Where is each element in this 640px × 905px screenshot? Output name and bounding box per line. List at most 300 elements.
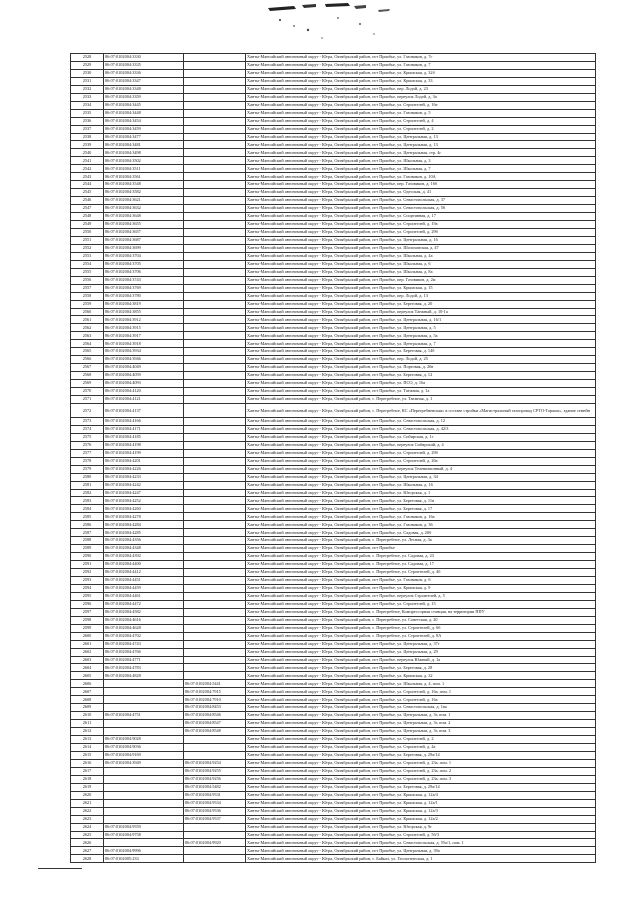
row-number-cell: 2582 xyxy=(71,489,104,497)
row-number-cell: 2556 xyxy=(71,276,104,284)
address-cell: Ханты-Мансийский автономный округ - Югра, Октябрьский район, пгт Приобье, ул. Береговая, д. 29а/14 xyxy=(246,751,596,759)
cadastral-number-cell: 86:07:0102004:4137 xyxy=(104,403,184,417)
cadastral-number-cell: 86:07:0102004:4766 xyxy=(104,648,184,656)
room-cadastral-number-cell xyxy=(184,380,246,388)
room-cadastral-number-cell xyxy=(184,505,246,513)
room-cadastral-number-cell xyxy=(184,348,246,356)
cadastral-number-cell: 86:07:0102004:4260 xyxy=(104,505,184,513)
table-row xyxy=(71,815,596,823)
address-cell: Ханты-Мансийский автономный округ - Югра, Октябрьский район, пгт Приобье, ул. Строителей, д. 4 xyxy=(246,117,596,125)
cadastral-number-cell: 86:07:0102004:4751 xyxy=(104,712,184,720)
row-number-cell: 2566 xyxy=(71,356,104,364)
address-cell: Ханты-Мансийский автономный округ - Югра, Октябрьский район, пгт Приобье, ул. Спортивная, д. 17 xyxy=(246,213,596,221)
row-number-cell: 2529 xyxy=(71,61,104,69)
table-row xyxy=(71,616,596,624)
cadastral-number-cell: 86:07:0102004:4400 xyxy=(104,561,184,569)
room-cadastral-number-cell xyxy=(184,600,246,608)
cadastral-number-cell: 86:07:0102004:4461 xyxy=(104,592,184,600)
table-row xyxy=(71,529,596,537)
room-cadastral-number-cell xyxy=(184,364,246,372)
room-cadastral-number-cell xyxy=(184,61,246,69)
room-cadastral-number-cell xyxy=(184,640,246,648)
row-number-cell: 2547 xyxy=(71,205,104,213)
property-register-table xyxy=(70,53,596,863)
table-row xyxy=(71,340,596,348)
room-cadastral-number-cell: 86:07:0102004:5482 xyxy=(184,783,246,791)
cadastral-number-cell: 86:07:0102004:4459 xyxy=(104,584,184,592)
row-number-cell: 2592 xyxy=(71,569,104,577)
row-number-cell: 2622 xyxy=(71,807,104,815)
table-row xyxy=(71,751,596,759)
cadastral-number-cell: 86:07:0102004:4451 xyxy=(104,577,184,585)
address-cell: Ханты-Мансийский автономный округ - Югра, Октябрьский район, пгт Приобье, ул. Строителей, д. 26а xyxy=(246,457,596,465)
room-cadastral-number-cell xyxy=(184,197,246,205)
row-number-cell: 2538 xyxy=(71,133,104,141)
table-row xyxy=(71,449,596,457)
row-number-cell: 2609 xyxy=(71,704,104,712)
table-row xyxy=(71,545,596,553)
cadastral-number-cell: 86:07:0102004:3699 xyxy=(104,244,184,252)
table-row xyxy=(71,364,596,372)
room-cadastral-number-cell xyxy=(184,473,246,481)
row-number-cell: 2572 xyxy=(71,403,104,417)
table-row xyxy=(71,197,596,205)
address-cell: Ханты-Мансийский автономный округ - Югра, Октябрьский район, пгт Приобье, ул. Газовиков, д. 7г xyxy=(246,54,596,62)
room-cadastral-number-cell xyxy=(184,441,246,449)
table-row xyxy=(71,465,596,473)
room-cadastral-number-cell xyxy=(184,561,246,569)
cadastral-number-cell xyxy=(104,680,184,688)
cadastral-number-cell xyxy=(104,839,184,847)
table-row xyxy=(71,831,596,839)
address-cell: Ханты-Мансийский автономный округ - Югра, Октябрьский район, пгт Приобье, ул. Школьная, д. 7 xyxy=(246,165,596,173)
row-number-cell: 2577 xyxy=(71,449,104,457)
address-cell: Ханты-Мансийский автономный округ - Югра, Октябрьский район, пгт Приобье, ул. Центральная, д. 16 xyxy=(246,236,596,244)
cadastral-number-cell: 86:07:0102004:3621 xyxy=(104,197,184,205)
cadastral-number-cell: 86:07:0102004:4392 xyxy=(104,553,184,561)
row-number-cell: 2530 xyxy=(71,69,104,77)
cadastral-number-cell: 86:07:0102004:3915 xyxy=(104,324,184,332)
table-row xyxy=(71,173,596,181)
row-number-cell: 2621 xyxy=(71,799,104,807)
row-number-cell: 2551 xyxy=(71,236,104,244)
room-cadastral-number-cell xyxy=(184,529,246,537)
row-number-cell: 2558 xyxy=(71,292,104,300)
cadastral-number-cell: 86:07:0102004:4783 xyxy=(104,664,184,672)
table-row xyxy=(71,157,596,165)
table-row xyxy=(71,847,596,855)
address-cell: Ханты-Мансийский автономный округ - Югра, Октябрьский район, пгт Приобье, ул. Строителей, д. 23а, пом. 2 xyxy=(246,767,596,775)
table-row xyxy=(71,767,596,775)
table-row xyxy=(71,656,596,664)
address-cell: Ханты-Мансийский автономный округ - Югра, Октябрьский район, пгт Приобье, ул. Садовая, д. 20б xyxy=(246,529,596,537)
table-row xyxy=(71,577,596,585)
cadastral-number-cell: 86:07:0102004:4616 xyxy=(104,616,184,624)
cadastral-number-cell: 86:07:0102004:3946 xyxy=(104,356,184,364)
cadastral-number-cell xyxy=(104,815,184,823)
room-cadastral-number-cell xyxy=(184,656,246,664)
row-number-cell: 2608 xyxy=(71,696,104,704)
address-cell: Ханты-Мансийский автономный округ - Югра, Октябрьский район, с. Перегребное, ул. Строителей, д. 8А xyxy=(246,632,596,640)
address-cell: Ханты-Мансийский автономный округ - Югра, Октябрьский район, пгт Приобье, ул. Центральная, д. 7 xyxy=(246,340,596,348)
address-cell: Ханты-Мансийский автономный округ - Югра, Октябрьский район, пгт Приобье, пер. Лодой, д. 23 xyxy=(246,85,596,93)
address-cell: Ханты-Мансийский автономный округ - Югра, Октябрьский район, пгт Приобье, ул. Береговая, д. 17 xyxy=(246,505,596,513)
table-row xyxy=(71,744,596,752)
row-number-cell: 2563 xyxy=(71,332,104,340)
room-cadastral-number-cell xyxy=(184,616,246,624)
cadastral-number-cell: 86:07:0102004:4285 xyxy=(104,529,184,537)
cadastral-number-cell: 86:07:0102004:4233 xyxy=(104,473,184,481)
room-cadastral-number-cell xyxy=(184,205,246,213)
room-cadastral-number-cell: 86:07:0102004:8546 xyxy=(184,712,246,720)
row-number-cell: 2540 xyxy=(71,149,104,157)
room-cadastral-number-cell xyxy=(184,577,246,585)
room-cadastral-number-cell xyxy=(184,228,246,236)
cadastral-number-cell: 86:07:0102004:4199 xyxy=(104,449,184,457)
table-row xyxy=(71,553,596,561)
cadastral-number-cell: 86:07:0102004:4049 xyxy=(104,364,184,372)
table-row xyxy=(71,284,596,292)
cadastral-number-cell xyxy=(104,799,184,807)
address-cell: Ханты-Мансийский автономный округ - Югра, Октябрьский район, пгт Приобье, ул. Центральная, д. 29 xyxy=(246,648,596,656)
address-cell: Ханты-Мансийский автономный округ - Югра, Октябрьский район, пгт Приобье, ул. Шолоховская, д. 47 xyxy=(246,244,596,252)
address-cell: Ханты-Мансийский автономный округ - Югра, Октябрьский район, с. Перегребное, ул. Строителей, д. 6б xyxy=(246,624,596,632)
cadastral-number-cell: 86:07:0102004:3648 xyxy=(104,213,184,221)
footnote-rule xyxy=(38,868,82,869)
row-number-cell: 2598 xyxy=(71,616,104,624)
table-row xyxy=(71,252,596,260)
cadastral-number-cell xyxy=(104,688,184,696)
row-number-cell: 2628 xyxy=(71,855,104,863)
cadastral-number-cell: 86:07:0102004:4472 xyxy=(104,600,184,608)
table-row xyxy=(71,292,596,300)
cadastral-number-cell xyxy=(104,720,184,728)
row-number-cell: 2626 xyxy=(71,839,104,847)
address-cell: Ханты-Мансийский автономный округ - Югра, Октябрьский район, пгт Приобье, ул. Крымская, д. 12а/2 xyxy=(246,815,596,823)
address-cell: Ханты-Мансийский автономный округ - Югра, Октябрьский район, пгт Приобье, ул. Югорская, д. 9г xyxy=(246,823,596,831)
row-number-cell: 2599 xyxy=(71,624,104,632)
table-row xyxy=(71,561,596,569)
cadastral-number-cell: 86:07:0102004:3498 xyxy=(104,149,184,157)
row-number-cell: 2578 xyxy=(71,457,104,465)
room-cadastral-number-cell xyxy=(184,173,246,181)
cadastral-number-cell xyxy=(104,696,184,704)
row-number-cell: 2569 xyxy=(71,380,104,388)
address-cell: Ханты-Мансийский автономный округ - Югра, Октябрьский район, пгт Приобье, ул. Газовиков, д. 36 xyxy=(246,521,596,529)
row-number-cell: 2549 xyxy=(71,221,104,229)
address-cell: Ханты-Мансийский автономный округ - Югра, Октябрьский район, с. Перегребное, ул. Садовая, д. 17 xyxy=(246,561,596,569)
room-cadastral-number-cell xyxy=(184,109,246,117)
room-cadastral-number-cell xyxy=(184,316,246,324)
table-row xyxy=(71,728,596,736)
address-cell: Ханты-Мансийский автономный округ - Югра, Октябрьский район, пгт Приобье, ул. Центральная, д. 34 xyxy=(246,473,596,481)
cadastral-number-cell: 86:07:0102004:4059 xyxy=(104,372,184,380)
room-cadastral-number-cell: 86:07:0102004:9536 xyxy=(184,807,246,815)
room-cadastral-number-cell xyxy=(184,85,246,93)
table-row xyxy=(71,109,596,117)
cadastral-number-cell: 86:07:0102004:3687 xyxy=(104,236,184,244)
address-cell: Ханты-Мансийский автономный округ - Югра, Октябрьский район, пгт Приобье, ул. Газовиков, д. 10А xyxy=(246,173,596,181)
room-cadastral-number-cell xyxy=(184,433,246,441)
table-row xyxy=(71,228,596,236)
room-cadastral-number-cell xyxy=(184,513,246,521)
cadastral-number-cell xyxy=(104,767,184,775)
address-cell: Ханты-Мансийский автономный округ - Югра, Октябрьский район, с. Перегребное, ул. Строителей, д. 4б xyxy=(246,569,596,577)
room-cadastral-number-cell xyxy=(184,632,246,640)
room-cadastral-number-cell xyxy=(184,497,246,505)
room-cadastral-number-cell xyxy=(184,465,246,473)
row-number-cell: 2585 xyxy=(71,513,104,521)
table-row xyxy=(71,356,596,364)
row-number-cell: 2534 xyxy=(71,101,104,109)
room-cadastral-number-cell xyxy=(184,624,246,632)
address-cell: Ханты-Мансийский автономный округ - Югра, Октябрьский район, пгт Приобье, ул. Крымская, д. 12а/1 xyxy=(246,799,596,807)
table-row xyxy=(71,348,596,356)
address-cell: Ханты-Мансийский автономный округ - Югра, Октябрьский район, пгт Приобье, ул. Севастопольская, д. 56 xyxy=(246,205,596,213)
row-number-cell: 2625 xyxy=(71,831,104,839)
table-row xyxy=(71,380,596,388)
cadastral-number-cell: 86:07:0102004:3335 xyxy=(104,61,184,69)
cadastral-number-cell: 86:07:0102004:3912 xyxy=(104,316,184,324)
row-number-cell: 2545 xyxy=(71,189,104,197)
room-cadastral-number-cell xyxy=(184,332,246,340)
row-number-cell: 2559 xyxy=(71,300,104,308)
cadastral-number-cell: 86:07:0102004:3706 xyxy=(104,268,184,276)
address-cell: Ханты-Мансийский автономный округ - Югра, Октябрьский район, пгт Приобье, ул. Строителей, д. 5б/3 xyxy=(246,831,596,839)
cadastral-number-cell: 86:07:0102004:3502 xyxy=(104,157,184,165)
table-row xyxy=(71,624,596,632)
address-cell: Ханты-Мансийский автономный округ - Югра, Октябрьский район, пгт Приобье, ул. ПСО, д. 16а xyxy=(246,380,596,388)
table-row xyxy=(71,712,596,720)
table-row xyxy=(71,133,596,141)
address-cell: Ханты-Мансийский автономный округ - Югра, Октябрьский район, пгт Приобье, ул. Береговая, д. 12 xyxy=(246,372,596,380)
cadastral-number-cell: 86:07:0102004:3330 xyxy=(104,54,184,62)
cadastral-number-cell: 86:07:0102004:3917 xyxy=(104,332,184,340)
row-number-cell: 2548 xyxy=(71,213,104,221)
table-row xyxy=(71,388,596,396)
table-row xyxy=(71,608,596,616)
row-number-cell: 2611 xyxy=(71,720,104,728)
row-number-cell: 2552 xyxy=(71,244,104,252)
address-cell: Ханты-Мансийский автономный округ - Югра, Октябрьский район, пгт Приобье, ул. Школьная, д. 6 xyxy=(246,260,596,268)
row-number-cell: 2607 xyxy=(71,688,104,696)
cadastral-number-cell: 86:07:0102004:3511 xyxy=(104,165,184,173)
table-row xyxy=(71,433,596,441)
table-row xyxy=(71,720,596,728)
table-row xyxy=(71,395,596,403)
address-cell: Ханты-Мансийский автономный округ - Югра, Октябрьский район, пгт Приобье, ул. Газовиков, д. 6 xyxy=(246,577,596,585)
table-row xyxy=(71,425,596,433)
room-cadastral-number-cell: 86:07:0102004:7910 xyxy=(184,696,246,704)
room-cadastral-number-cell xyxy=(184,244,246,252)
row-number-cell: 2588 xyxy=(71,537,104,545)
cadastral-number-cell: 86:07:0102004:3359 xyxy=(104,93,184,101)
room-cadastral-number-cell xyxy=(184,125,246,133)
room-cadastral-number-cell: 86:07:0102004:5441 xyxy=(184,680,246,688)
address-cell: Ханты-Мансийский автономный округ - Югра, Октябрьский район, пгт Приобье, переулок Сибирский, д. 4 xyxy=(246,441,596,449)
room-cadastral-number-cell xyxy=(184,847,246,855)
table-row xyxy=(71,759,596,767)
table-row xyxy=(71,704,596,712)
table-row xyxy=(71,441,596,449)
table-row xyxy=(71,117,596,125)
room-cadastral-number-cell xyxy=(184,545,246,553)
table-row xyxy=(71,316,596,324)
cadastral-number-cell: 86:07:0102004:9559 xyxy=(104,823,184,831)
cadastral-number-cell xyxy=(104,728,184,736)
table-row xyxy=(71,664,596,672)
room-cadastral-number-cell xyxy=(184,236,246,244)
address-cell: Ханты-Мансийский автономный округ - Югра, Октябрьский район, с. Перегребное, ул. Советская, д. 20 xyxy=(246,616,596,624)
address-cell: Ханты-Мансийский автономный округ - Югра, Октябрьский район, пгт Приобье, ул. Береговая, д. 14б xyxy=(246,348,596,356)
row-number-cell: 2539 xyxy=(71,141,104,149)
cadastral-number-cell: 86:07:0102004:3448 xyxy=(104,109,184,117)
address-cell: Ханты-Мансийский автономный округ - Югра, Октябрьский район, пгт Приобье, ул. Школьная, д. 4а xyxy=(246,252,596,260)
row-number-cell: 2550 xyxy=(71,228,104,236)
row-number-cell: 2612 xyxy=(71,728,104,736)
address-cell: Ханты-Мансийский автономный округ - Югра, Октябрьский район, пгт Приобье, ул. Крымская, д. 12а/3 xyxy=(246,807,596,815)
row-number-cell: 2535 xyxy=(71,109,104,117)
room-cadastral-number-cell xyxy=(184,189,246,197)
cadastral-number-cell: 86:07:0102004:3655 xyxy=(104,221,184,229)
address-cell: Ханты-Мансийский автономный округ - Югра, Октябрьский район, пгт Приобье, пер. Лодой, д. 13 xyxy=(246,292,596,300)
cadastral-number-cell: 86:07:0102004:3918 xyxy=(104,340,184,348)
table-row xyxy=(71,505,596,513)
table-row xyxy=(71,537,596,545)
cadastral-number-cell xyxy=(104,783,184,791)
address-cell: Ханты-Мансийский автономный округ - Югра, Октябрьский район, пгт Приобье, ул. Севастопольская, д. 55а/1, пом. 1 xyxy=(246,839,596,847)
room-cadastral-number-cell: 86:07:0102004:7915 xyxy=(184,688,246,696)
room-cadastral-number-cell xyxy=(184,457,246,465)
address-cell: Ханты-Мансийский автономный округ - Югра, Октябрьский район, пгт Приобье, ул. Севастопольская, д. 42/3 xyxy=(246,425,596,433)
table-row xyxy=(71,855,596,863)
table-row xyxy=(71,640,596,648)
address-cell: Ханты-Мансийский автономный округ - Югра, Октябрьский район, пгт Приобье, ул. Школьная, д. 8а xyxy=(246,268,596,276)
address-cell: Ханты-Мансийский автономный округ - Югра, Октябрьский район, пгт Приобье, ул. Газовиков, д. 7 xyxy=(246,61,596,69)
room-cadastral-number-cell xyxy=(184,308,246,316)
address-cell: Ханты-Мансийский автономный округ - Югра, Октябрьский район, пгт Приобье, ул. Крымская, д. 12а/4 xyxy=(246,791,596,799)
room-cadastral-number-cell xyxy=(184,181,246,189)
room-cadastral-number-cell: 86:07:0102004:9534 xyxy=(184,799,246,807)
room-cadastral-number-cell xyxy=(184,744,246,752)
address-cell: Ханты-Мансийский автономный округ - Югра, Октябрьский район, пгт Приобье, ул. Центральная, д. 16/1 xyxy=(246,316,596,324)
table-row xyxy=(71,221,596,229)
address-cell: Ханты-Мансийский автономный округ - Югра, Октябрьский район, пгт Приобье xyxy=(246,545,596,553)
address-cell: Ханты-Мансийский автономный округ - Югра, Октябрьский район, пгт Приобье, переулок Строителей, д. 5 xyxy=(246,592,596,600)
room-cadastral-number-cell xyxy=(184,213,246,221)
room-cadastral-number-cell xyxy=(184,751,246,759)
cadastral-number-cell: 86:07:0102004:9028 xyxy=(104,736,184,744)
address-cell: Ханты-Мансийский автономный округ - Югра, Октябрьский район, пгт Приобье, ул. Севастопольская, д. 12 xyxy=(246,417,596,425)
row-number-cell: 2536 xyxy=(71,117,104,125)
table-row xyxy=(71,101,596,109)
room-cadastral-number-cell: 86:07:0102004:8548 xyxy=(184,728,246,736)
cadastral-number-cell: 86:07:0102004:4185 xyxy=(104,433,184,441)
table-row xyxy=(71,332,596,340)
row-number-cell: 2531 xyxy=(71,77,104,85)
row-number-cell: 2617 xyxy=(71,767,104,775)
table-row xyxy=(71,268,596,276)
cadastral-number-cell: 86:07:0102004:4828 xyxy=(104,672,184,680)
room-cadastral-number-cell xyxy=(184,276,246,284)
room-cadastral-number-cell xyxy=(184,141,246,149)
row-number-cell: 2564 xyxy=(71,340,104,348)
room-cadastral-number-cell xyxy=(184,736,246,744)
cadastral-number-cell: 86:07:0102004:4771 xyxy=(104,656,184,664)
address-cell: Ханты-Мансийский автономный округ - Югра, Октябрьский район, пгт Приобье, ул. Центральная, д. 13 xyxy=(246,133,596,141)
address-cell: Ханты-Мансийский автономный округ - Югра, Октябрьский район, пгт Приобье, ул. Одесская, д. 41 xyxy=(246,189,596,197)
cadastral-number-cell: 86:07:0102004:3743 xyxy=(104,276,184,284)
row-number-cell: 2576 xyxy=(71,441,104,449)
address-cell: Ханты-Мансийский автономный округ - Югра, Октябрьский район, пгт Приобье, ул. Строителей, д. 2 xyxy=(246,125,596,133)
cadastral-number-cell: 86:07:0102004:4348 xyxy=(104,545,184,553)
address-cell: Ханты-Мансийский автономный округ - Югра, Октябрьский район, пгт Приобье, ул. Крымская, д. 32б xyxy=(246,69,596,77)
row-number-cell: 2560 xyxy=(71,308,104,316)
address-cell: Ханты-Мансийский автономный округ - Югра, Октябрьский район, пгт Приобье, ул. Крымская, д. 33 xyxy=(246,77,596,85)
table-row xyxy=(71,205,596,213)
address-cell: Ханты-Мансийский автономный округ - Югра, Октябрьский район, пгт Приобье, ул. Центральная, д. 13 xyxy=(246,141,596,149)
cadastral-number-cell: 86:07:0102004:3855 xyxy=(104,308,184,316)
table-row xyxy=(71,189,596,197)
row-number-cell: 2555 xyxy=(71,268,104,276)
room-cadastral-number-cell xyxy=(184,69,246,77)
table-row xyxy=(71,403,596,417)
room-cadastral-number-cell xyxy=(184,664,246,672)
cadastral-number-cell: 86:07:0102004:3632 xyxy=(104,205,184,213)
cadastral-number-cell: 86:07:0102004:3561 xyxy=(104,173,184,181)
row-number-cell: 2575 xyxy=(71,433,104,441)
row-number-cell: 2614 xyxy=(71,744,104,752)
row-number-cell: 2624 xyxy=(71,823,104,831)
row-number-cell: 2618 xyxy=(71,775,104,783)
cadastral-number-cell: 86:07:0102004:3336 xyxy=(104,69,184,77)
address-cell: Ханты-Мансийский автономный округ - Югра, Октябрьский район, пгт Приобье, ул. Центральная, д. 39а xyxy=(246,847,596,855)
cadastral-number-cell: 86:07:0102004:3348 xyxy=(104,85,184,93)
address-cell: Ханты-Мансийский автономный округ - Югра, Октябрьский район, пгт Приобье, ул. Севастопольская, д. 1ва xyxy=(246,704,596,712)
address-cell: Ханты-Мансийский автономный округ - Югра, Октябрьский район, пгт Приобье, ул. Сибирская, д. 1г xyxy=(246,433,596,441)
table-row xyxy=(71,799,596,807)
address-cell: Ханты-Мансийский автономный округ - Югра, Октябрьский район, пгт Приобье, ул. Строителей, д. 4а xyxy=(246,744,596,752)
cadastral-number-cell xyxy=(104,704,184,712)
address-cell: Ханты-Мансийский автономный округ - Югра, Октябрьский район, пгт Приобье, ул. Строителей, д. 16а, пом. 1 xyxy=(246,688,596,696)
room-cadastral-number-cell xyxy=(184,372,246,380)
room-cadastral-number-cell xyxy=(184,388,246,396)
row-number-cell: 2554 xyxy=(71,260,104,268)
cadastral-number-cell: 86:07:0102004:4093 xyxy=(104,380,184,388)
table-row xyxy=(71,141,596,149)
table-row xyxy=(71,632,596,640)
cadastral-number-cell: 86:07:0102004:4743 xyxy=(104,640,184,648)
table-row xyxy=(71,417,596,425)
address-cell: Ханты-Мансийский автономный округ - Югра, Октябрьский район, пгт Приобье, ул. Центральная, д. 3г, пом. 1 xyxy=(246,712,596,720)
address-cell: Ханты-Мансийский автономный округ - Югра, Октябрьский район, пгт Приобье, ул. Крымская, д. 9 xyxy=(246,584,596,592)
address-cell: Ханты-Мансийский автономный округ - Югра, Октябрьский район, пгт Приобье, ул. Таежная, д. 1а xyxy=(246,388,596,396)
row-number-cell: 2596 xyxy=(71,600,104,608)
cadastral-number-cell: 86:07:0102004:4284 xyxy=(104,521,184,529)
room-cadastral-number-cell xyxy=(184,449,246,457)
address-cell: Ханты-Мансийский автономный округ - Югра, Октябрьский район, пгт Приобье, ул. Строителей, д. 29б xyxy=(246,449,596,457)
cadastral-number-cell: 86:07:0102004:9758 xyxy=(104,831,184,839)
address-cell: Ханты-Мансийский автономный округ - Югра, Октябрьский район, пгт Приобье, ул. Строителей, д. 15 xyxy=(246,600,596,608)
address-cell: Ханты-Мансийский автономный округ - Югра, Октябрьский район, пгт Приобье, ул. Строителей, д. 16а xyxy=(246,696,596,704)
cadastral-number-cell: 86:07:0102004:3582 xyxy=(104,189,184,197)
table-row xyxy=(71,69,596,77)
row-number-cell: 2546 xyxy=(71,197,104,205)
table-row xyxy=(71,324,596,332)
room-cadastral-number-cell xyxy=(184,117,246,125)
cadastral-number-cell: 86:07:0102004:3548 xyxy=(104,181,184,189)
table-row xyxy=(71,77,596,85)
